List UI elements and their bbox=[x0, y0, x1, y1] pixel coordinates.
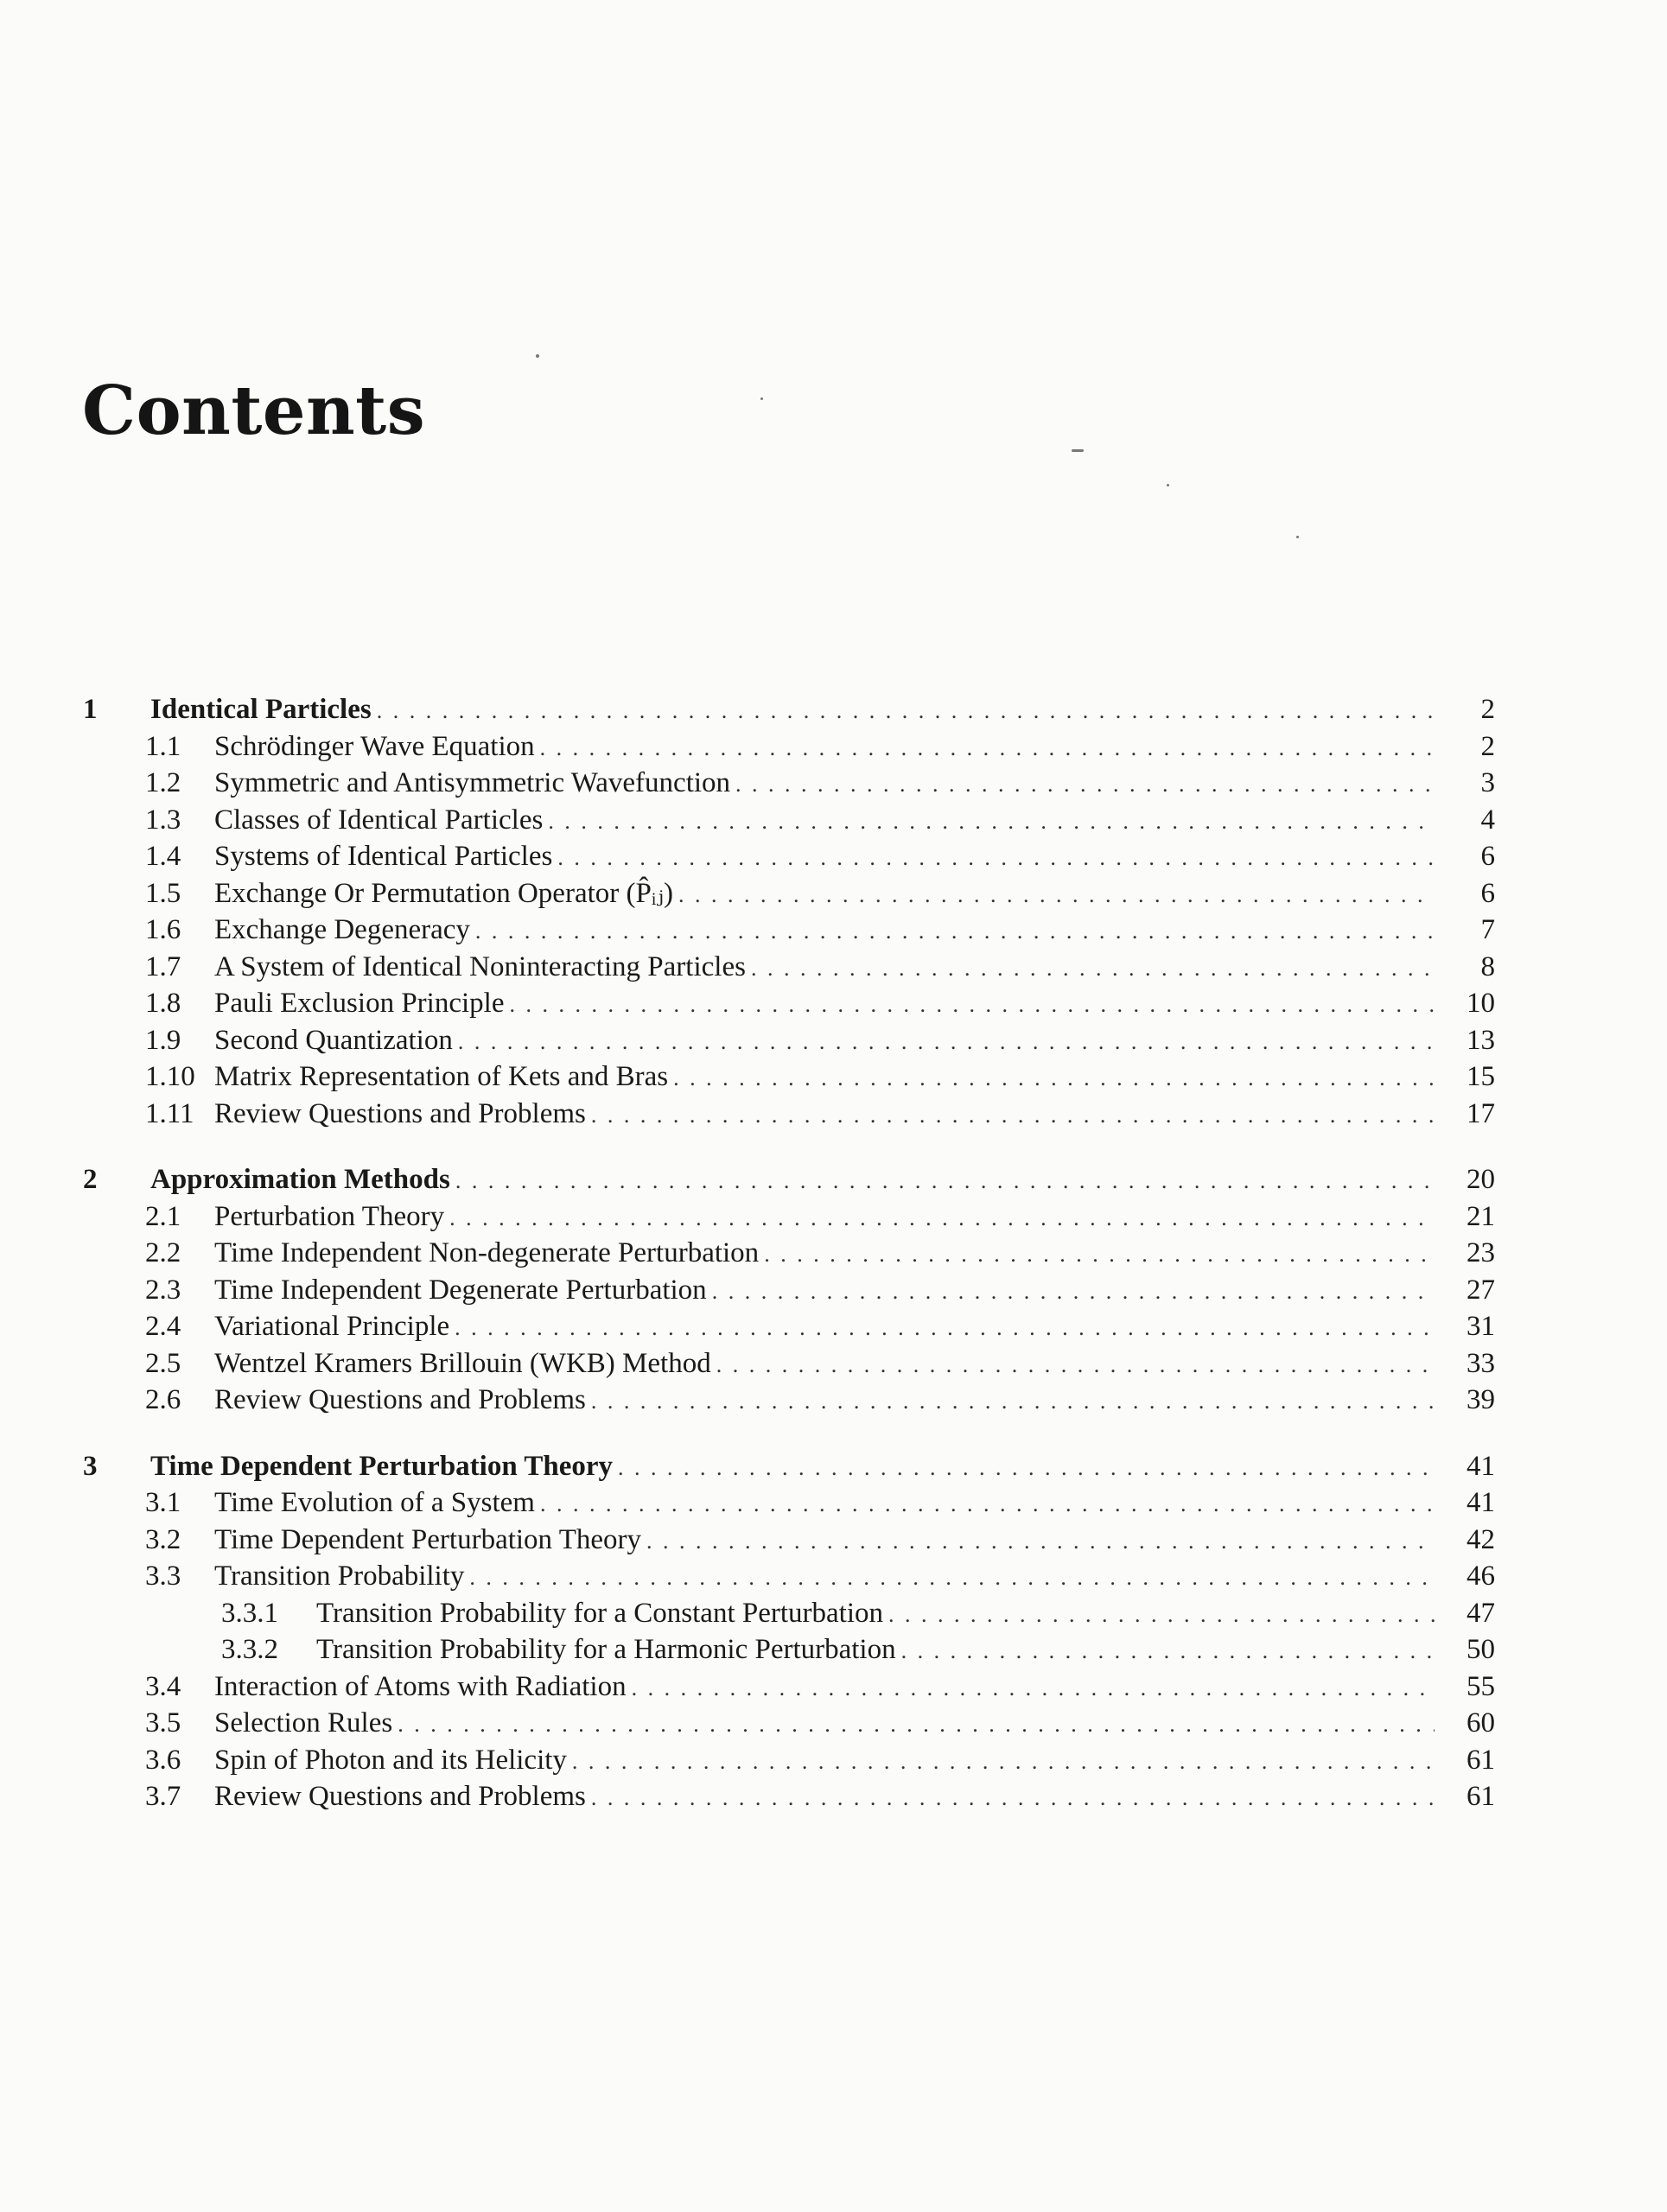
subsection-number: 3.3.1 bbox=[221, 1597, 278, 1629]
toc-section-entry[interactable] bbox=[78, 985, 1495, 1022]
toc-section-entry[interactable] bbox=[78, 765, 1495, 802]
dot-leader bbox=[509, 987, 1435, 1024]
page-number: 6 bbox=[1480, 841, 1495, 872]
toc-section-entry[interactable] bbox=[78, 1669, 1495, 1706]
section-title: Transition Probability bbox=[214, 1560, 465, 1592]
page-number: 33 bbox=[1467, 1347, 1495, 1379]
section-number: 3.3 bbox=[145, 1560, 181, 1592]
chapter-title: Time Dependent Perturbation Theory bbox=[150, 1450, 614, 1482]
section-title: Review Questions and Problems bbox=[214, 1097, 586, 1129]
toc-section-entry[interactable] bbox=[78, 1022, 1495, 1059]
subsection-number: 3.3.2 bbox=[221, 1634, 278, 1665]
page-number: 61 bbox=[1467, 1781, 1495, 1812]
section-title: Selection Rules bbox=[214, 1707, 393, 1738]
dot-leader bbox=[712, 1274, 1435, 1311]
page-number: 31 bbox=[1467, 1311, 1495, 1342]
dot-leader bbox=[591, 1780, 1435, 1817]
table-of-contents bbox=[78, 691, 1495, 1845]
section-title: Classes of Identical Particles bbox=[214, 804, 544, 836]
page-title: Contents bbox=[82, 372, 426, 450]
section-title: Second Quantization bbox=[214, 1024, 453, 1056]
chapter-number: 2 bbox=[83, 1164, 98, 1195]
toc-section-entry[interactable] bbox=[78, 1382, 1495, 1419]
page-number: 6 bbox=[1480, 877, 1495, 909]
section-number: 2.3 bbox=[145, 1274, 181, 1306]
section-number: 3.4 bbox=[145, 1670, 181, 1702]
section-title: Review Questions and Problems bbox=[214, 1781, 586, 1812]
chapter-number: 3 bbox=[83, 1450, 98, 1482]
toc-section-entry[interactable] bbox=[78, 1484, 1495, 1522]
toc-section-entry[interactable] bbox=[78, 1742, 1495, 1779]
toc-section-entry[interactable] bbox=[78, 1308, 1495, 1345]
scan-speck bbox=[1072, 449, 1084, 452]
dot-leader bbox=[735, 766, 1435, 804]
toc-section-entry[interactable] bbox=[78, 838, 1495, 875]
section-title: Wentzel Kramers Brillouin (WKB) Method bbox=[214, 1347, 711, 1379]
page-number: 21 bbox=[1467, 1200, 1495, 1232]
section-number: 1.9 bbox=[145, 1024, 181, 1056]
section-number: 3.2 bbox=[145, 1523, 181, 1555]
page-number: 10 bbox=[1467, 988, 1495, 1019]
toc-section-entry[interactable] bbox=[78, 1705, 1495, 1742]
toc-section-entry[interactable] bbox=[78, 1058, 1495, 1096]
section-number: 2.5 bbox=[145, 1347, 181, 1379]
section-title: Time Independent Non-degenerate Perturbation bbox=[214, 1237, 760, 1268]
dot-leader bbox=[632, 1670, 1435, 1707]
toc-section-entry[interactable] bbox=[78, 728, 1495, 766]
page-number: 15 bbox=[1467, 1061, 1495, 1092]
toc-section-entry[interactable] bbox=[78, 1235, 1495, 1272]
section-number: 1.2 bbox=[145, 767, 181, 798]
page-number: 39 bbox=[1467, 1384, 1495, 1415]
section-number: 2.1 bbox=[145, 1200, 181, 1232]
section-number: 1.5 bbox=[145, 877, 181, 909]
section-title: Matrix Representation of Kets and Bras bbox=[214, 1061, 669, 1092]
page-number: 13 bbox=[1467, 1024, 1495, 1056]
toc-subsection-entry[interactable] bbox=[78, 1631, 1495, 1669]
dot-leader bbox=[540, 1486, 1435, 1523]
toc-chapter-1 bbox=[78, 691, 1495, 1132]
dot-leader bbox=[716, 1347, 1435, 1384]
dot-leader bbox=[591, 1383, 1435, 1421]
page-number: 7 bbox=[1480, 914, 1495, 945]
toc-section-entry[interactable] bbox=[78, 802, 1495, 839]
section-title: Time Independent Degenerate Perturbation bbox=[214, 1274, 707, 1306]
section-title: Time Evolution of a System bbox=[214, 1487, 535, 1518]
dot-leader bbox=[888, 1597, 1435, 1634]
dot-leader bbox=[455, 1163, 1435, 1200]
page-number: 23 bbox=[1467, 1237, 1495, 1268]
page-number: 3 bbox=[1480, 767, 1495, 798]
scan-speck bbox=[536, 354, 539, 358]
page-number: 55 bbox=[1467, 1670, 1495, 1702]
page-number: 27 bbox=[1467, 1274, 1495, 1306]
section-number: 1.6 bbox=[145, 914, 181, 945]
section-number: 1.10 bbox=[145, 1061, 195, 1092]
section-number: 1.11 bbox=[145, 1097, 194, 1129]
toc-section-entry[interactable] bbox=[78, 949, 1495, 986]
page-number: 17 bbox=[1467, 1097, 1495, 1129]
section-number: 3.7 bbox=[145, 1781, 181, 1812]
section-title: Exchange Or Permutation Operator (P̂ᵢⱼ) bbox=[214, 877, 673, 909]
subsection-title: Transition Probability for a Harmonic Perturbation bbox=[316, 1634, 896, 1665]
page-number: 4 bbox=[1480, 804, 1495, 836]
toc-chapter-entry[interactable] bbox=[78, 691, 1495, 728]
dot-leader bbox=[548, 804, 1435, 841]
section-number: 2.2 bbox=[145, 1237, 181, 1268]
section-title: Symmetric and Antisymmetric Wavefunction bbox=[214, 767, 731, 798]
toc-chapter-2 bbox=[78, 1161, 1495, 1419]
chapter-number: 1 bbox=[83, 694, 98, 725]
dot-leader bbox=[673, 1060, 1435, 1097]
dot-leader bbox=[377, 693, 1435, 730]
page-number: 2 bbox=[1480, 730, 1495, 762]
chapter-title: Approximation Methods bbox=[150, 1164, 450, 1195]
section-number: 1.8 bbox=[145, 988, 181, 1019]
dot-leader bbox=[540, 730, 1435, 767]
page-number: 41 bbox=[1467, 1487, 1495, 1518]
scan-speck bbox=[760, 397, 763, 400]
section-title: Perturbation Theory bbox=[214, 1200, 445, 1232]
dot-leader bbox=[751, 950, 1435, 988]
section-number: 1.3 bbox=[145, 804, 181, 836]
dot-leader bbox=[572, 1744, 1435, 1781]
page-number: 60 bbox=[1467, 1707, 1495, 1738]
section-number: 1.7 bbox=[145, 950, 181, 982]
dot-leader bbox=[901, 1633, 1435, 1670]
section-number: 2.6 bbox=[145, 1384, 181, 1415]
subsection-title: Transition Probability for a Constant Perturbation bbox=[316, 1597, 883, 1629]
page-number: 8 bbox=[1480, 950, 1495, 982]
section-title: Exchange Degeneracy bbox=[214, 914, 470, 945]
page-number: 61 bbox=[1467, 1744, 1495, 1776]
page-number: 47 bbox=[1467, 1597, 1495, 1629]
dot-leader bbox=[469, 1560, 1435, 1597]
dot-leader bbox=[591, 1097, 1435, 1135]
dot-leader bbox=[618, 1450, 1435, 1487]
toc-section-entry[interactable] bbox=[78, 1522, 1495, 1559]
toc-chapter-3 bbox=[78, 1448, 1495, 1815]
section-title: Schrödinger Wave Equation bbox=[214, 730, 535, 762]
toc-section-entry[interactable] bbox=[78, 912, 1495, 949]
section-title: Systems of Identical Particles bbox=[214, 841, 553, 872]
page-number: 2 bbox=[1480, 694, 1495, 725]
dot-leader bbox=[557, 840, 1435, 877]
toc-section-entry[interactable] bbox=[78, 1778, 1495, 1815]
dot-leader bbox=[458, 1024, 1435, 1061]
dot-leader bbox=[678, 877, 1435, 914]
toc-section-entry[interactable] bbox=[78, 875, 1495, 912]
section-number: 1.4 bbox=[145, 841, 181, 872]
page-number: 20 bbox=[1467, 1164, 1495, 1195]
section-title: A System of Identical Noninteracting Particles bbox=[214, 950, 746, 982]
toc-chapter-entry[interactable] bbox=[78, 1448, 1495, 1485]
dot-leader bbox=[398, 1707, 1435, 1744]
section-number: 3.1 bbox=[145, 1487, 181, 1518]
chapter-title: Identical Particles bbox=[150, 694, 372, 725]
scan-speck bbox=[1167, 484, 1169, 486]
toc-section-entry[interactable] bbox=[78, 1096, 1495, 1133]
section-title: Spin of Photon and its Helicity bbox=[214, 1744, 567, 1776]
section-title: Variational Principle bbox=[214, 1311, 450, 1342]
toc-section-entry[interactable] bbox=[78, 1345, 1495, 1382]
toc-section-entry[interactable] bbox=[78, 1198, 1495, 1236]
dot-leader bbox=[646, 1523, 1435, 1560]
page-number: 46 bbox=[1467, 1560, 1495, 1592]
toc-section-entry[interactable] bbox=[78, 1272, 1495, 1309]
section-title: Time Dependent Perturbation Theory bbox=[214, 1523, 642, 1555]
page-number: 42 bbox=[1467, 1523, 1495, 1555]
toc-section-entry[interactable] bbox=[78, 1558, 1495, 1595]
section-number: 1.1 bbox=[145, 730, 181, 762]
scan-speck bbox=[1296, 536, 1299, 538]
section-number: 2.4 bbox=[145, 1311, 181, 1342]
dot-leader bbox=[764, 1236, 1435, 1274]
section-title: Interaction of Atoms with Radiation bbox=[214, 1670, 627, 1702]
toc-subsection-entry[interactable] bbox=[78, 1595, 1495, 1632]
section-number: 3.6 bbox=[145, 1744, 181, 1776]
dot-leader bbox=[475, 913, 1435, 950]
dot-leader bbox=[455, 1310, 1435, 1347]
page-number: 41 bbox=[1467, 1450, 1495, 1482]
toc-chapter-entry[interactable] bbox=[78, 1161, 1495, 1198]
section-title: Review Questions and Problems bbox=[214, 1384, 586, 1415]
dot-leader bbox=[449, 1200, 1435, 1237]
section-number: 3.5 bbox=[145, 1707, 181, 1738]
section-title: Pauli Exclusion Principle bbox=[214, 988, 505, 1019]
page-number: 50 bbox=[1467, 1634, 1495, 1665]
